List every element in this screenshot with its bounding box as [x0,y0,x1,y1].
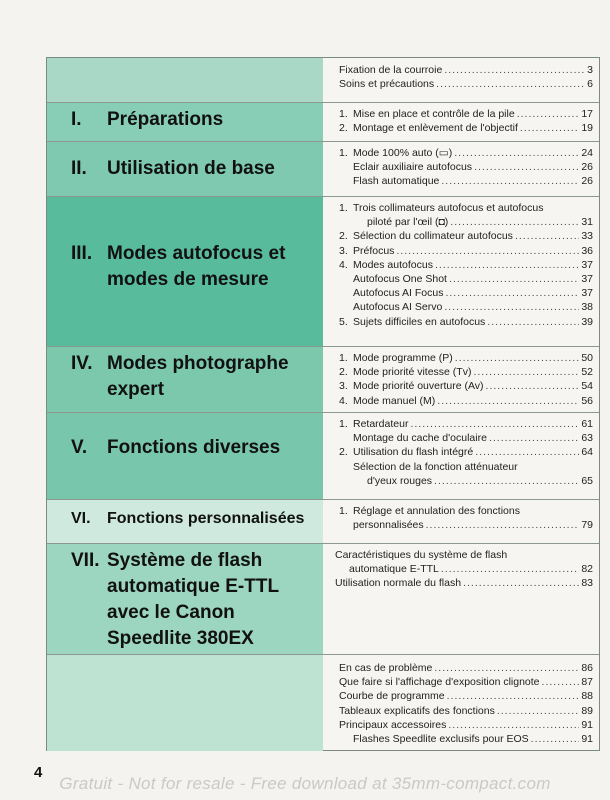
entry-title: Mode 100% auto (▭) [353,147,453,159]
entry-title: Mode priorité ouverture (Av) [353,380,484,393]
entry-title: personnalisées [353,519,424,532]
toc-entry [339,63,593,77]
entry-number: 1. [339,352,348,364]
section-title-line: Utilisation de base [107,158,275,179]
entry-page: 65 [581,474,593,487]
toc-entry [339,258,593,272]
entry-title: Trois collimateurs autofocus et autofocus [353,202,544,214]
entry-title: Soins et précautions [339,78,435,91]
toc-entry [339,661,593,675]
entry-title: Préfocus [353,244,395,257]
toc-entry [339,160,593,174]
leader-dots [410,417,579,431]
section-heading-panel [47,544,323,655]
section-title-line: Modes autofocus et [107,243,286,264]
entry-page: 82 [581,563,593,576]
entry-page: 36 [581,244,593,257]
section-title [107,351,289,403]
section-title-line: expert [107,379,165,400]
toc-entry [339,286,593,300]
leader-dots [515,229,579,243]
leader-dots [450,215,579,229]
leader-dots [489,431,579,445]
section-entries [323,544,599,655]
entry-title: Sujets difficiles en autofocus [353,315,486,328]
leader-dots [426,518,580,532]
section-title-line: Speedlite 380EX [107,628,254,649]
leader-dots [441,174,579,188]
toc-entry [339,365,593,379]
leader-dots [435,258,579,272]
section-heading-panel [47,413,323,500]
entry-page: 37 [581,258,593,271]
entry-page: 79 [581,519,593,532]
section-title [107,435,280,461]
leader-dots [437,394,579,408]
entry-title: Montage et enlèvement de l'objectif [353,122,518,135]
entry-number: 5. [339,315,348,328]
entry-page: 88 [581,690,593,703]
entry-page: 33 [581,230,593,243]
section-heading-panel [47,347,323,413]
toc-entry [339,445,593,459]
entry-page: 52 [581,366,593,379]
toc-entry [339,244,593,258]
table-of-contents [46,57,600,751]
entry-page: 17 [581,108,593,120]
entry-number: 1. [339,147,348,159]
toc-entry [339,379,593,393]
section-number: VII. [71,550,100,571]
leader-dots [463,576,579,590]
section-title-line: Fonctions diverses [107,437,281,458]
section-number: VI. [71,510,91,527]
entry-page: 91 [581,733,593,746]
entry-title: Utilisation normale du flash [335,577,462,590]
entry-number: 2. [339,366,348,379]
entry-page: 37 [581,287,593,300]
toc-entry [339,460,593,474]
entry-page: 37 [581,273,593,286]
leader-dots [434,661,579,675]
entry-title: Utilisation du flash intégré [353,446,474,459]
entry-number: 4. [339,258,348,271]
entry-page: 87 [581,676,593,689]
toc-entry [339,121,593,135]
entry-title: En cas de problème [339,662,433,674]
leader-dots [486,379,580,393]
leader-dots [542,675,580,689]
entry-page: 24 [581,147,593,159]
entry-title: Montage du cache d'oculaire [353,432,487,445]
section-title-line: avec le Canon [107,602,235,623]
toc-entry [339,504,593,518]
entry-page: 61 [581,418,593,430]
entry-number: 1. [339,418,348,430]
leader-dots [473,365,579,379]
section-entries [323,103,599,142]
entry-title: Principaux accessoires [339,718,447,731]
entry-title: Réglage et annulation des fonctions [353,505,520,517]
toc-section-8 [47,543,599,655]
leader-dots [444,63,585,77]
section-heading-panel [47,655,323,751]
entry-title: piloté par l'œil (◘) [367,216,449,229]
entry-title: Flashes Speedlite exclusifs pour EOS [353,733,529,746]
entry-title: d'yeux rouges [367,474,433,487]
entry-title: Mode priorité vitesse (Tv) [353,366,472,379]
entry-number: 1. [339,505,348,517]
toc-section-7 [47,499,599,544]
section-heading-panel [47,142,323,197]
section-title [107,156,275,182]
section-title-line: modes de mesure [107,269,269,290]
leader-dots [434,474,579,488]
entry-page: 26 [581,175,593,188]
entry-number: 2. [339,446,348,459]
toc-entry [339,272,593,286]
entry-page: 6 [587,78,593,91]
toc-entry [339,474,593,488]
entry-page: 83 [581,577,593,590]
section-entries [323,655,599,751]
leader-dots [475,445,579,459]
toc-entry [339,201,593,215]
entry-title: Eclair auxiliaire autofocus [353,161,473,174]
entry-number: 1. [339,108,348,120]
toc-section-2 [47,102,599,142]
leader-dots [474,160,579,174]
entry-title: Caractéristiques du système de flash [335,549,508,561]
entry-number: 2. [339,122,348,135]
leader-dots [497,704,579,718]
entry-title: Mode manuel (M) [353,394,436,407]
entry-title: Mode programme (P) [353,352,453,364]
section-heading-panel [47,500,323,544]
section-heading-panel [47,58,323,102]
toc-entry [339,107,593,121]
toc-section-3 [47,141,599,197]
toc-entry [339,704,593,718]
entry-page: 26 [581,161,593,174]
entry-page: 64 [581,446,593,459]
section-entries [323,500,599,544]
section-title-line: Fonctions personnalisées [107,510,305,527]
leader-dots [396,244,579,258]
section-number: I. [71,109,82,130]
entry-title: Retardateur [353,418,409,430]
leader-dots [455,351,580,365]
toc-entry [339,229,593,243]
entry-title: Fixation de la courroie [339,64,443,76]
toc-section-6 [47,412,599,500]
entry-number: 3. [339,244,348,257]
leader-dots [531,732,580,746]
entry-title: Autofocus One Shot [353,273,447,286]
toc-entry [339,174,593,188]
entry-page: 56 [581,394,593,407]
entry-title: Sélection de la fonction atténuateur [353,460,518,473]
entry-title: Autofocus AI Focus [353,287,444,300]
entry-title: Courbe de programme [339,690,445,703]
leader-dots [449,272,579,286]
entry-page: 86 [581,662,593,674]
entry-page: 3 [587,64,593,76]
toc-entry [339,689,593,703]
section-number: III. [71,243,93,264]
page-number: 4 [34,764,43,781]
toc-entry [339,718,593,732]
section-title [107,506,304,532]
toc-entry [335,576,593,590]
section-number: IV. [71,353,93,374]
entry-page: 31 [581,216,593,229]
section-title-line: automatique E-TTL [107,576,280,597]
entry-page: 19 [581,122,593,135]
toc-entry [339,315,593,329]
entry-number: 1. [339,202,348,214]
leader-dots [487,315,579,329]
section-heading-panel [47,103,323,142]
toc-entry [339,146,593,160]
entry-title: Que faire si l'affichage d'exposition clignote [339,676,540,689]
leader-dots [444,300,579,314]
section-title-line: Modes photographe [107,353,289,374]
toc-entry [339,732,593,746]
toc-entry [339,518,593,532]
entry-title: Modes autofocus [353,258,433,271]
leader-dots [517,107,580,121]
entry-title: automatique E-TTL [349,563,439,576]
entry-number: 2. [339,230,348,243]
toc-section-5 [47,346,599,413]
entry-title: Tableaux explicatifs des fonctions [339,704,495,717]
entry-title: Autofocus AI Servo [353,301,443,314]
section-title [107,241,285,293]
section-entries [323,58,599,102]
section-number: V. [71,437,88,458]
toc-entry [335,548,593,562]
leader-dots [441,562,579,576]
leader-dots [447,689,580,703]
leader-dots [445,286,579,300]
toc-entry [339,300,593,314]
footer-watermark: Gratuit - Not for resale - Free download at 35mm-compact.com [59,774,551,793]
toc-entry [339,431,593,445]
toc-entry [339,394,593,408]
toc-entry [339,417,593,431]
section-title [107,548,279,652]
section-title-line: Système de flash [107,550,263,571]
section-entries [323,413,599,500]
entry-page: 91 [581,718,593,731]
toc-entry [339,215,593,229]
section-entries [323,142,599,197]
toc-section-9 [47,654,599,751]
entry-page: 39 [581,315,593,328]
entry-number: 3. [339,380,348,393]
toc-entry [339,675,593,689]
toc-entry [339,77,593,91]
section-title [107,107,223,133]
toc-entry [335,562,593,576]
entry-page: 38 [581,301,593,314]
entry-page: 54 [581,380,593,393]
section-entries [323,347,599,413]
toc-section-1 [47,58,599,102]
entry-page: 89 [581,704,593,717]
toc-section-4 [47,196,599,347]
entry-page: 50 [581,352,593,364]
leader-dots [454,146,579,160]
section-title-line: Préparations [107,109,224,130]
entry-title: Mise en place et contrôle de la pile [353,108,515,120]
toc-entry [339,351,593,365]
leader-dots [448,718,579,732]
entry-page: 63 [581,432,593,445]
section-heading-panel [47,197,323,347]
section-entries [323,197,599,347]
leader-dots [436,77,585,91]
entry-title: Flash automatique [353,175,440,188]
section-number: II. [71,158,87,179]
entry-number: 4. [339,394,348,407]
entry-title: Sélection du collimateur autofocus [353,230,513,243]
leader-dots [520,121,579,135]
